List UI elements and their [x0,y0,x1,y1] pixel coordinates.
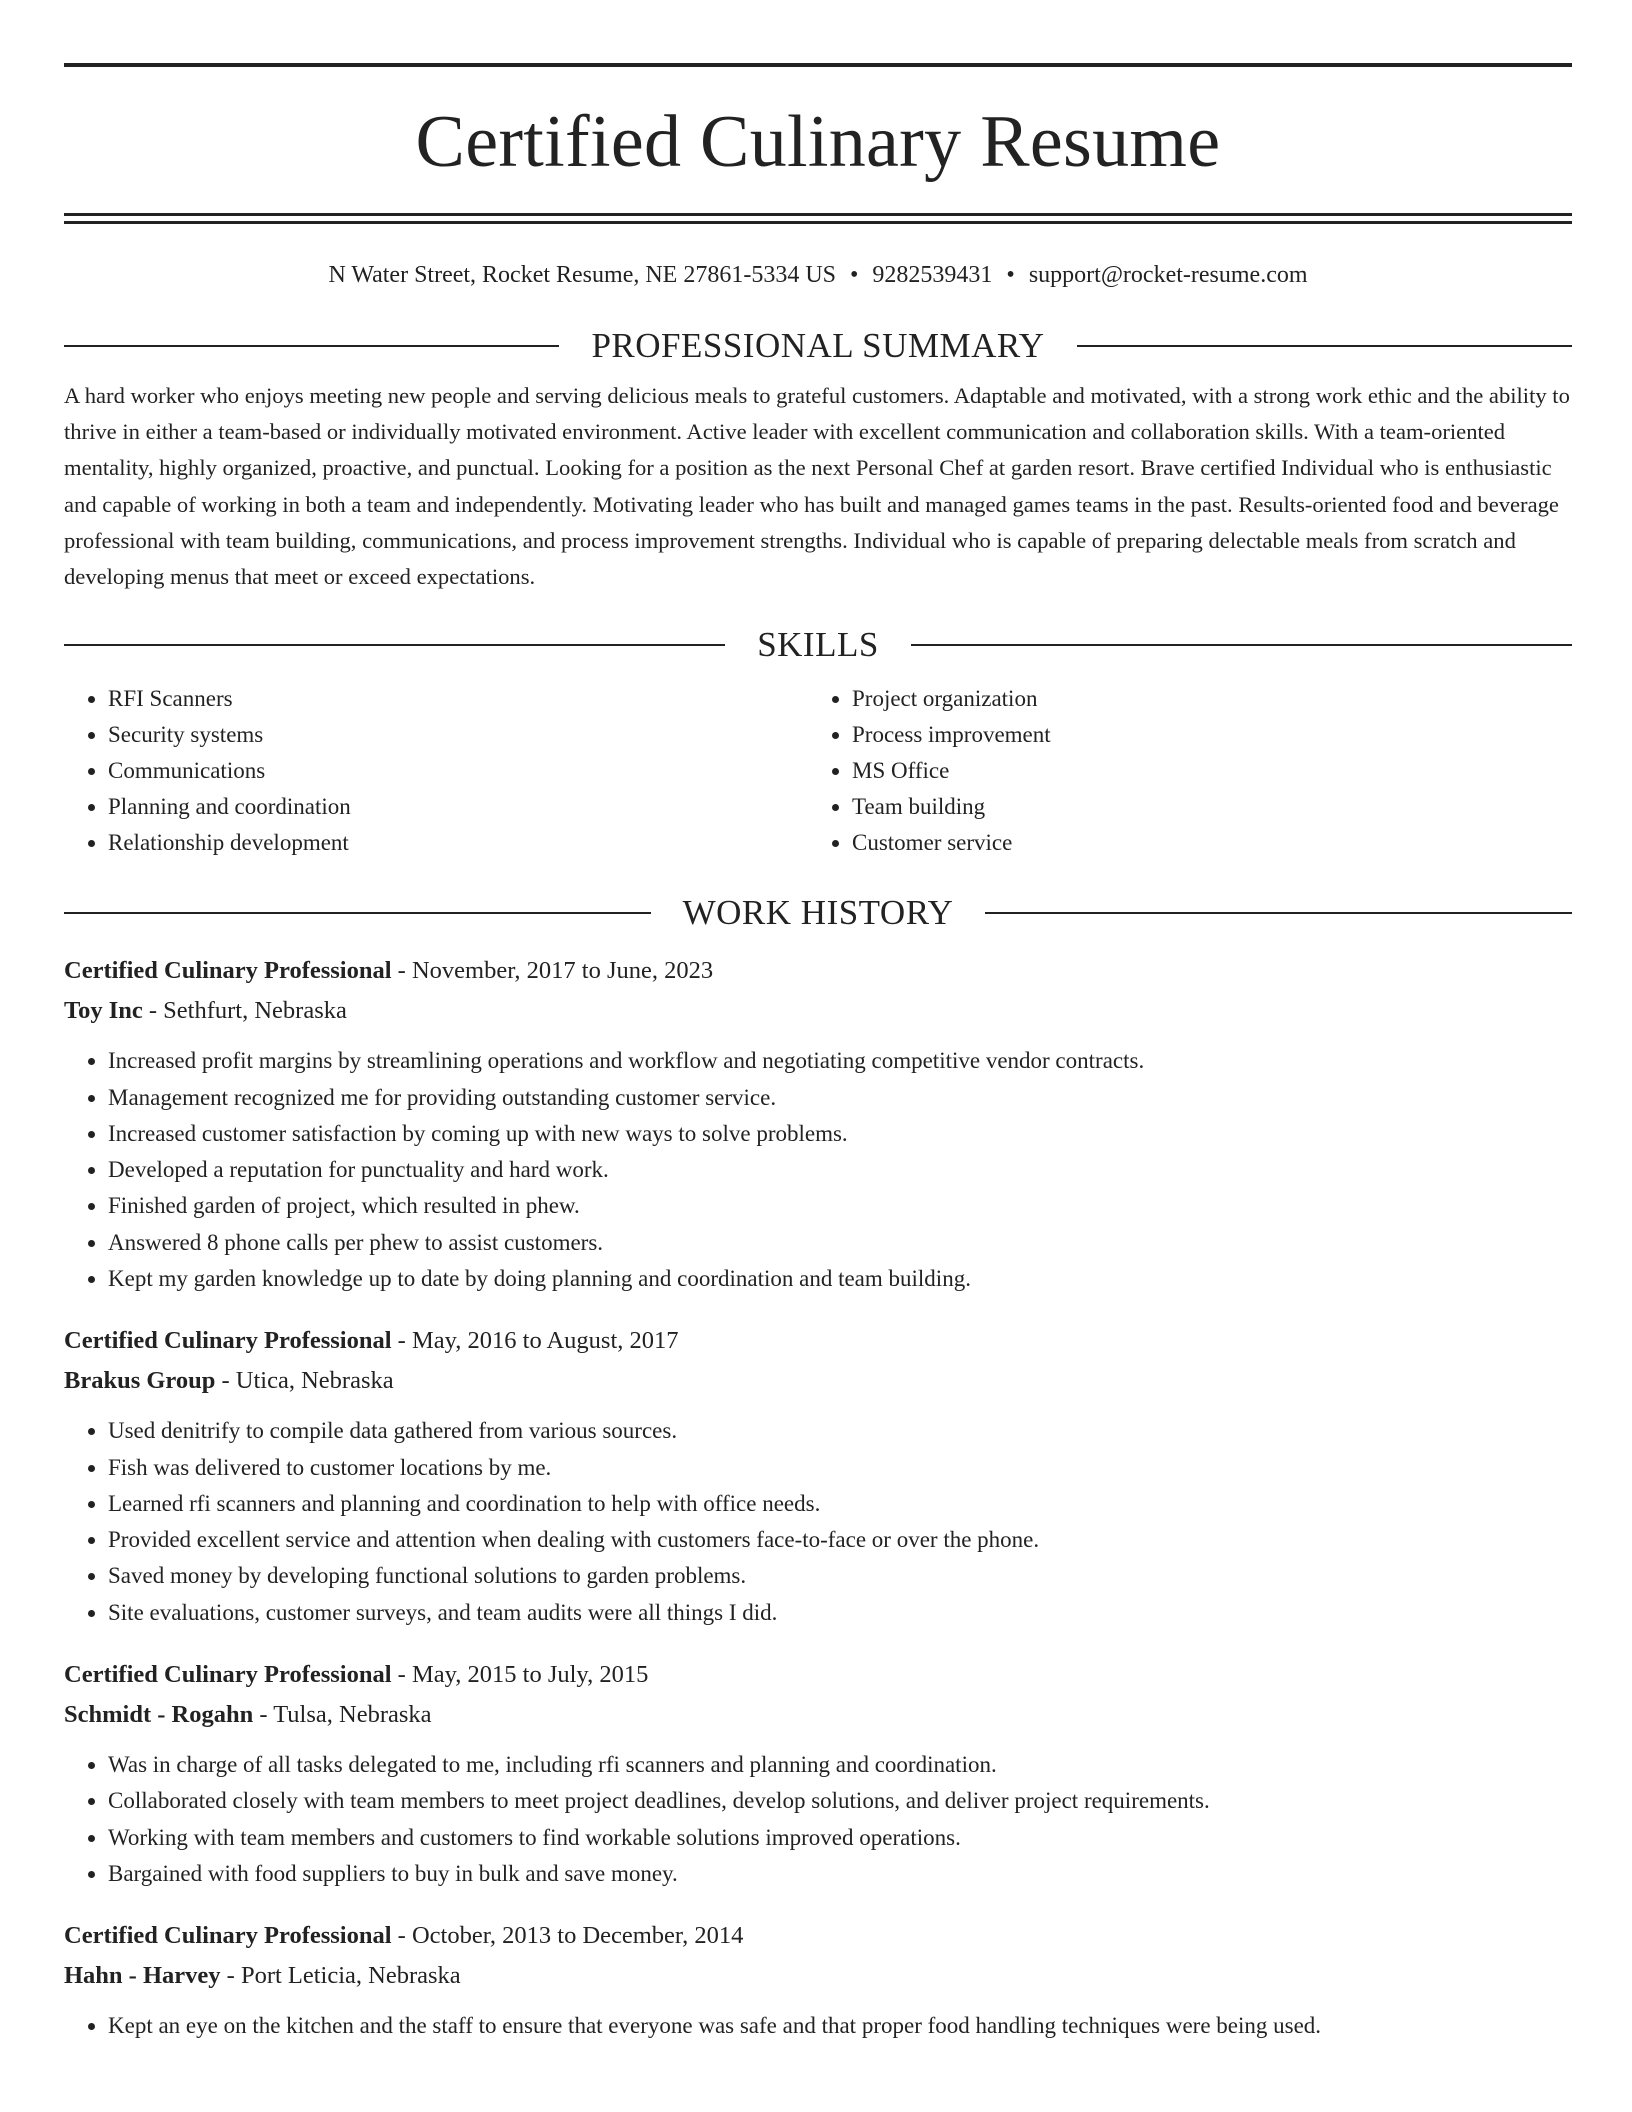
top-rule [64,63,1572,67]
job-bullet: • Was in charge of all tasks delegated to me, including rfi scanners and planning and coordination. [108,1747,1572,1783]
job-company-line [64,1361,1572,1401]
heading-rule [64,644,725,646]
skill-item: • Security systems [108,717,808,753]
contact-line [64,260,1572,290]
job-company: Toy Inc [64,997,143,1025]
contact-email: support@rocket-resume.com [1028,262,1308,288]
heading-rule [911,644,1572,646]
job-company: Brakus Group [64,1367,216,1395]
contact-phone: 9282539431 [872,262,993,288]
job-bullets [64,1413,1572,1631]
job-title-line [64,1916,1572,1956]
work-section-heading [64,893,1572,933]
job-title: Certified Culinary Professional [64,1661,392,1689]
job-company: Schmidt - Rogahn [64,1701,254,1729]
job-title: Certified Culinary Professional [64,1922,392,1950]
job-bullet: • Working with team members and customers to find workable solutions improved operations. [108,1820,1572,1856]
job-bullet: • Answered 8 phone calls per phew to assist customers. [108,1225,1572,1261]
job-location: - Utica, Nebraska [215,1367,394,1395]
resume-page [64,63,1572,2045]
skills-column-right [808,681,1552,861]
job-dates: - May, 2016 to August, 2017 [391,1327,679,1355]
job-bullet: • Kept my garden knowledge up to date by doing planning and coordination and team building. [108,1261,1572,1297]
skills-heading-label: SKILLS [757,625,879,665]
skill-item: • Customer service [852,825,1552,861]
job-bullet: • Kept an eye on the kitchen and the staff to ensure that everyone was safe and that proper food handling techniques were being used. [108,2008,1572,2044]
skill-item: • Project organization [852,681,1552,717]
contact-separator: • [1006,262,1015,288]
job-title-line [64,1321,1572,1361]
job-bullet: • Finished garden of project, which resulted in phew. [108,1188,1572,1224]
skill-item: • Planning and coordination [108,789,808,825]
job-bullets [64,1747,1572,1892]
skill-item: • RFI Scanners [108,681,808,717]
heading-rule [1077,345,1572,347]
work-heading-label: WORK HISTORY [682,893,954,933]
job-bullet: • Developed a reputation for punctuality and hard work. [108,1152,1572,1188]
contact-address: N Water Street, Rocket Resume, NE 27861-5334 US [328,262,837,288]
skills-section-heading [64,625,1572,665]
skill-item: • Communications [108,753,808,789]
job-entry [64,951,1572,1297]
job-company-line [64,1956,1572,1996]
job-bullet: • Management recognized me for providing outstanding customer service. [108,1080,1572,1116]
job-bullet: • Increased profit margins by streamlining operations and workflow and negotiating competitive vendor contracts. [108,1043,1572,1079]
summary-paragraph: A hard worker who enjoys meeting new people and serving delicious meals to grateful customers. Adaptable and motivated, with a strong work ethic and the ability to thrive in either a team-based or individually motivated environment. Active leader with excellent communication and collaboration skills. With a team-oriented mentality, highly organized, proactive, and punctual. Looking for a position as the next Personal Chef at garden resort. Brave certified Individual who is enthusiastic and capable of working in both a team and independently. Motivating leader who has built and managed games teams in the past. Results-oriented food and beverage professional with team building, communications, and process improvement strengths. Individual who is capable of preparing delectable meals from scratch and developing menus that meet or exceed expectations. [64,383,1570,590]
skills-column-left [64,681,808,861]
heading-rule [64,345,559,347]
job-bullet: • Fish was delivered to customer locations by me. [108,1450,1572,1486]
job-entry [64,1655,1572,1892]
job-bullet: • Provided excellent service and attention when dealing with customers face-to-face or over the phone. [108,1522,1572,1558]
skill-item: • MS Office [852,753,1552,789]
job-bullet: • Bargained with food suppliers to buy in bulk and save money. [108,1856,1572,1892]
job-title-line [64,1655,1572,1695]
job-dates: - May, 2015 to July, 2015 [391,1661,649,1689]
job-entry [64,1321,1572,1631]
job-company: Hahn - Harvey [64,1962,221,1990]
contact-separator: • [850,262,859,288]
job-bullet: • Site evaluations, customer surveys, and team audits were all things I did. [108,1595,1572,1631]
job-location: - Sethfurt, Nebraska [142,997,347,1025]
skills-list [64,681,1572,861]
job-bullet: • Learned rfi scanners and planning and coordination to help with office needs. [108,1486,1572,1522]
job-dates: - November, 2017 to June, 2023 [391,957,714,985]
job-bullet: • Increased customer satisfaction by coming up with new ways to solve problems. [108,1116,1572,1152]
summary-section-heading [64,326,1572,366]
heading-rule [64,912,651,914]
job-title: Certified Culinary Professional [64,1327,392,1355]
job-company-line [64,991,1572,1031]
job-location: - Tulsa, Nebraska [253,1701,432,1729]
heading-rule [985,912,1572,914]
skill-item: • Process improvement [852,717,1552,753]
job-bullet: • Used denitrify to compile data gathered from various sources. [108,1413,1572,1449]
skill-item: • Team building [852,789,1552,825]
job-bullets [64,1043,1572,1297]
job-bullets [64,2008,1572,2044]
job-bullet: • Saved money by developing functional solutions to garden problems. [108,1558,1572,1594]
summary-heading-label: PROFESSIONAL SUMMARY [591,326,1045,365]
job-title: Certified Culinary Professional [64,957,392,985]
job-dates: - October, 2013 to December, 2014 [391,1922,744,1950]
job-location: - Port Leticia, Nebraska [220,1962,461,1990]
resume-title: Certified Culinary Resume [415,101,1221,183]
job-bullet: • Collaborated closely with team members to meet project deadlines, develop solutions, and deliver project requirements. [108,1783,1572,1819]
title-double-rule [64,213,1572,224]
job-company-line [64,1695,1572,1735]
job-title-line [64,951,1572,991]
skill-item: • Relationship development [108,825,808,861]
job-entry [64,1916,1572,2044]
